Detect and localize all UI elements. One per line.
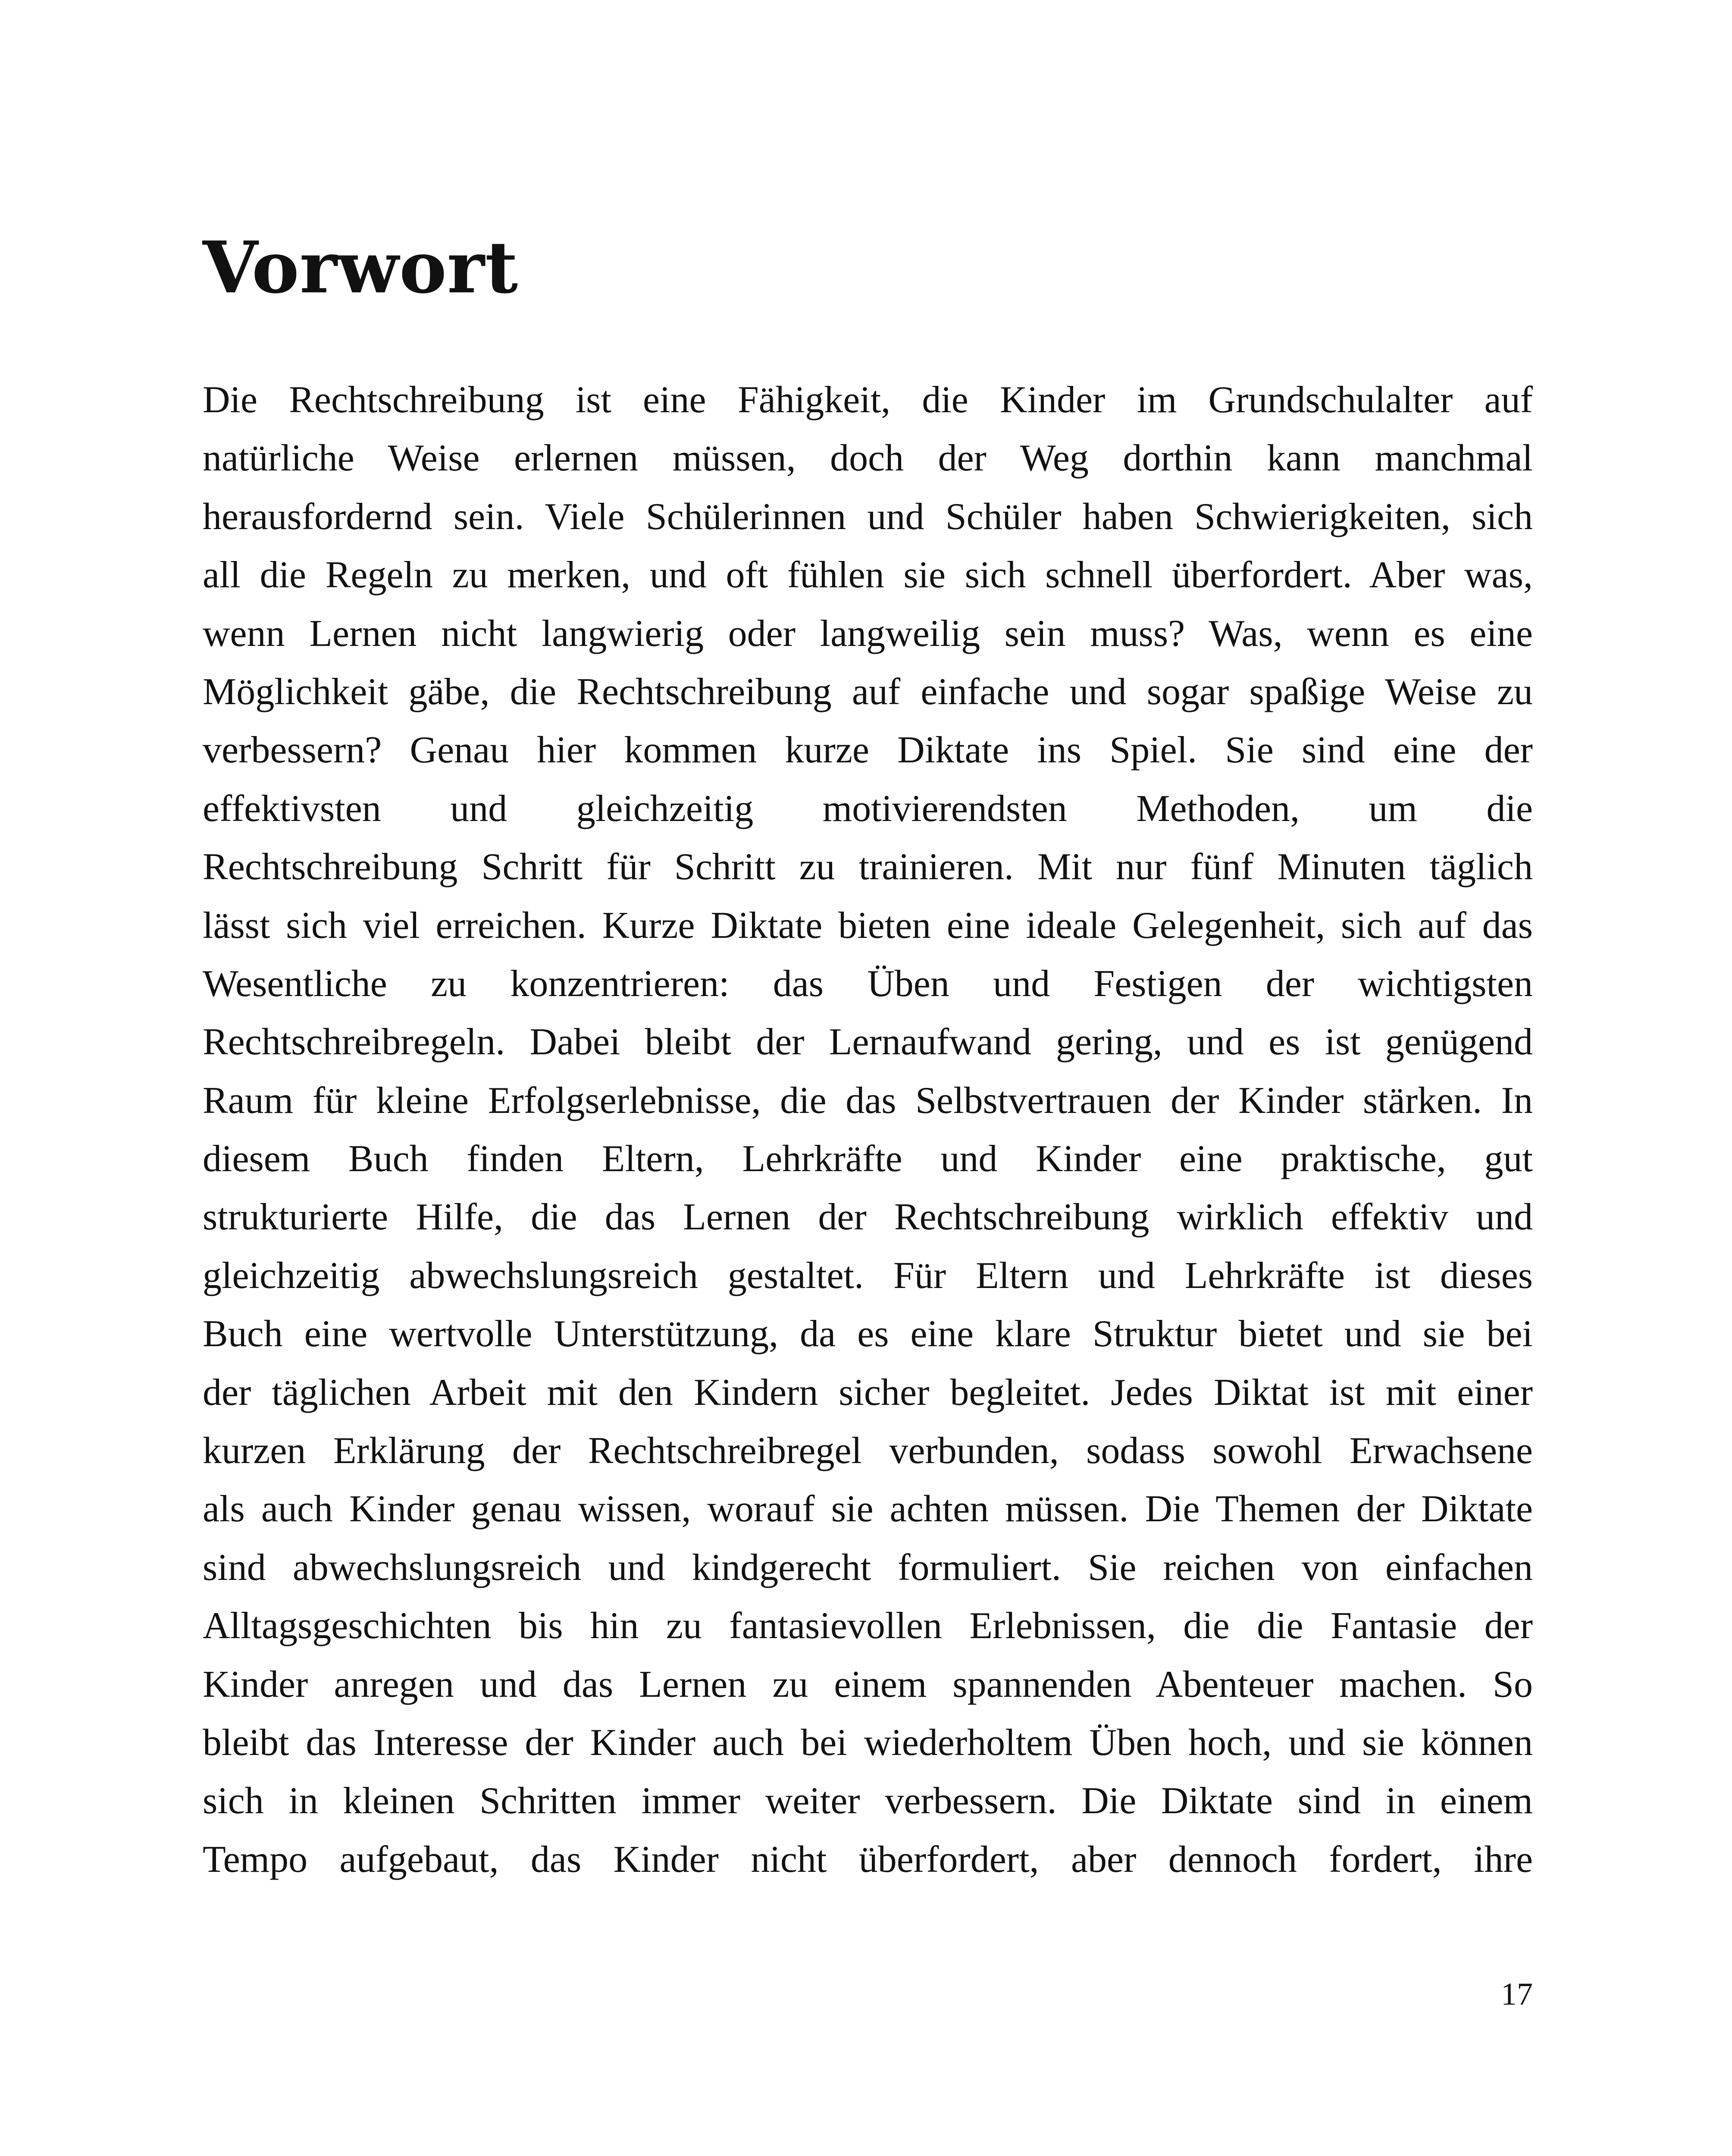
text-line: Buch eine wertvolle Unterstützung, da es eine klare Struktur bietet und sie bei	[203, 1313, 1533, 1355]
text-line: als auch Kinder genau wissen, worauf sie achten müssen. Die Themen der Diktate	[203, 1488, 1533, 1530]
text-line: der täglichen Arbeit mit den Kindern sicher begleitet. Jedes Diktat ist mit einer	[203, 1371, 1533, 1413]
text-line: all die Regeln zu merken, und oft fühlen sie sich schnell überfordert. Aber was,	[203, 554, 1533, 596]
text-line: diesem Buch finden Eltern, Lehrkräfte und Kinder eine praktische, gut	[203, 1138, 1533, 1180]
text-line: sich in kleinen Schritten immer weiter verbessern. Die Diktate sind in einem	[203, 1780, 1533, 1822]
text-line: sind abwechslungsreich und kindgerecht formuliert. Sie reichen von einfachen	[203, 1546, 1533, 1589]
page-number: 17	[1501, 1977, 1533, 2012]
text-line: verbessern? Genau hier kommen kurze Diktate ins Spiel. Sie sind eine der	[203, 729, 1533, 771]
text-line: Kinder anregen und das Lernen zu einem spannenden Abenteuer machen. So	[203, 1663, 1533, 1705]
text-line: lässt sich viel erreichen. Kurze Diktate bieten eine ideale Gelegenheit, sich auf das	[203, 904, 1533, 946]
text-line: bleibt das Interesse der Kinder auch bei wiederholtem Üben hoch, und sie können	[203, 1721, 1533, 1764]
page-title: Vorwort	[203, 226, 519, 309]
text-line: Alltagsgeschichten bis hin zu fantasievollen Erlebnissen, die die Fantasie der	[203, 1605, 1533, 1647]
text-line: Rechtschreibregeln. Dabei bleibt der Lernaufwand gering, und es ist genügend	[203, 1021, 1533, 1063]
text-line: natürliche Weise erlernen müssen, doch der Weg dorthin kann manchmal	[203, 437, 1533, 479]
text-line: Tempo aufgebaut, das Kinder nicht überfordert, aber dennoch fordert, ihre	[203, 1838, 1533, 1880]
body-text	[203, 371, 1533, 1889]
text-line: Raum für kleine Erfolgserlebnisse, die das Selbstvertrauen der Kinder stärken. In	[203, 1079, 1533, 1122]
text-line: Die Rechtschreibung ist eine Fähigkeit, die Kinder im Grundschulalter auf	[203, 379, 1533, 421]
text-line: gleichzeitig abwechslungsreich gestaltet. Für Eltern und Lehrkräfte ist dieses	[203, 1254, 1533, 1297]
text-line: Wesentliche zu konzentrieren: das Üben und Festigen der wichtigsten	[203, 962, 1533, 1005]
text-line: herausfordernd sein. Viele Schülerinnen und Schüler haben Schwierigkeiten, sich	[203, 495, 1533, 538]
text-line: wenn Lernen nicht langwierig oder langweilig sein muss? Was, wenn es eine	[203, 612, 1533, 655]
text-line: Möglichkeit gäbe, die Rechtschreibung auf einfache und sogar spaßige Weise zu	[203, 671, 1533, 713]
text-line: kurzen Erklärung der Rechtschreibregel verbunden, sodass sowohl Erwachsene	[203, 1430, 1533, 1472]
text-line: effektivsten und gleichzeitig motivierendsten Methoden, um die	[203, 787, 1533, 830]
text-line: Rechtschreibung Schritt für Schritt zu trainieren. Mit nur fünf Minuten täglich	[203, 846, 1533, 888]
text-line: strukturierte Hilfe, die das Lernen der Rechtschreibung wirklich effektiv und	[203, 1196, 1533, 1238]
